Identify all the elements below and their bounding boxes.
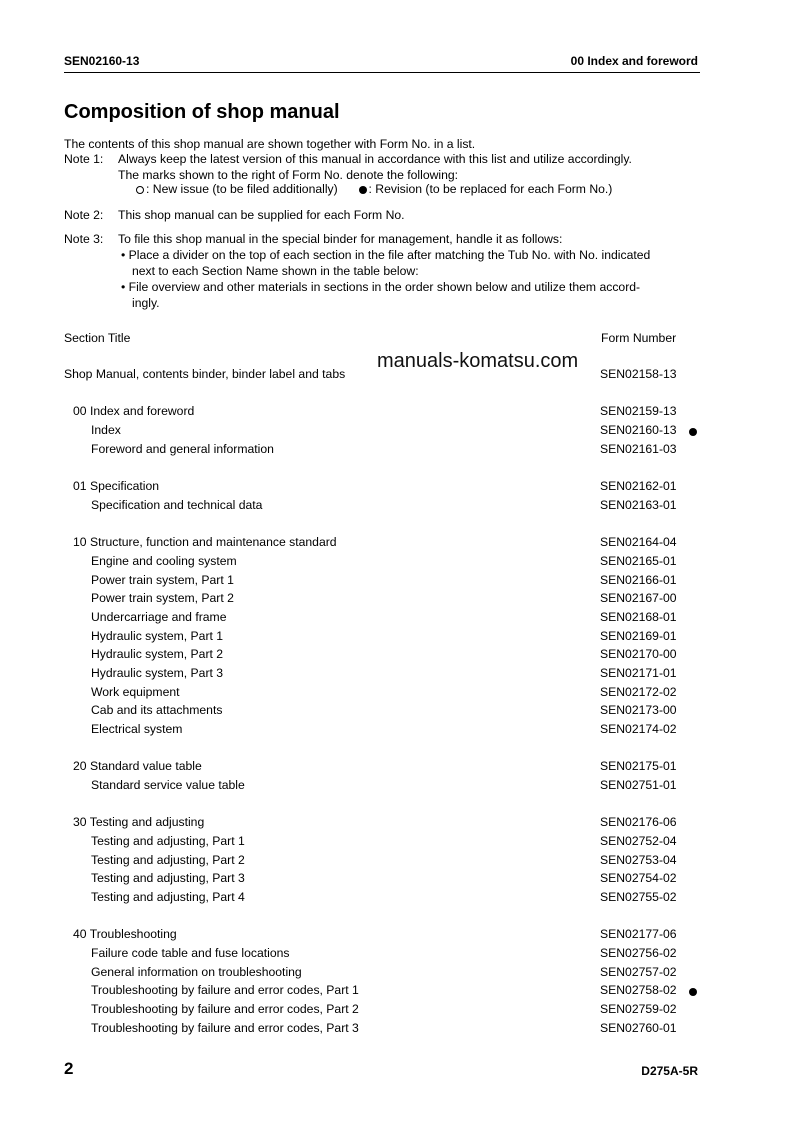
form-number: SEN02162-01 bbox=[600, 479, 677, 493]
section-title: Power train system, Part 2 bbox=[91, 591, 234, 605]
form-number: SEN02171-01 bbox=[600, 666, 677, 680]
header-rule bbox=[64, 72, 700, 73]
form-number: SEN02756-02 bbox=[600, 946, 677, 960]
section-title: Foreword and general information bbox=[91, 442, 274, 456]
section-title: Testing and adjusting, Part 4 bbox=[91, 890, 245, 904]
section-title: Troubleshooting by failure and error codes, Part 3 bbox=[91, 1021, 359, 1035]
table-row bbox=[0, 759, 794, 777]
page-title: Composition of shop manual bbox=[64, 101, 340, 123]
table-row bbox=[0, 815, 794, 833]
table-row bbox=[0, 610, 794, 628]
table-row bbox=[0, 778, 794, 796]
form-number: SEN02753-04 bbox=[600, 853, 677, 867]
table-row bbox=[0, 890, 794, 908]
form-number: SEN02160-13 bbox=[600, 423, 677, 437]
note2-label: Note 2: bbox=[64, 208, 104, 222]
table-row bbox=[0, 554, 794, 572]
form-number: SEN02760-01 bbox=[600, 1021, 677, 1035]
table-row bbox=[0, 404, 794, 422]
form-number: SEN02159-13 bbox=[600, 404, 677, 418]
section-title: Work equipment bbox=[91, 685, 180, 699]
table-row bbox=[0, 927, 794, 945]
new-issue-legend: : New issue (to be filed additionally) bbox=[146, 182, 338, 196]
table-row bbox=[0, 965, 794, 983]
table-row bbox=[0, 871, 794, 889]
section-title: 00 Index and foreword bbox=[73, 404, 195, 418]
table-row bbox=[0, 1002, 794, 1020]
section-title: Shop Manual, contents binder, binder label and tabs bbox=[64, 367, 346, 381]
form-number: SEN02759-02 bbox=[600, 1002, 677, 1016]
model-code: D275A-5R bbox=[641, 1064, 698, 1078]
form-number: SEN02755-02 bbox=[600, 890, 677, 904]
open-circle-icon bbox=[136, 186, 144, 194]
section-title: Index bbox=[91, 423, 121, 437]
table-row bbox=[0, 591, 794, 609]
table-row bbox=[0, 647, 794, 665]
form-number: SEN02751-01 bbox=[600, 778, 677, 792]
section-title: Standard service value table bbox=[91, 778, 245, 792]
filled-circle-icon bbox=[359, 186, 367, 194]
table-row bbox=[0, 1021, 794, 1039]
note2-text: This shop manual can be supplied for each Form No. bbox=[118, 208, 405, 222]
table-row bbox=[0, 498, 794, 516]
form-number: SEN02167-00 bbox=[600, 591, 677, 605]
section-title: Electrical system bbox=[91, 722, 183, 736]
section-title: 30 Testing and adjusting bbox=[73, 815, 205, 829]
table-row bbox=[0, 423, 794, 441]
section-title: Power train system, Part 1 bbox=[91, 573, 234, 587]
section-title: Failure code table and fuse locations bbox=[91, 946, 290, 960]
form-number: SEN02163-01 bbox=[600, 498, 677, 512]
table-row bbox=[0, 573, 794, 591]
section-title: 10 Structure, function and maintenance standard bbox=[73, 535, 337, 549]
section-title: General information on troubleshooting bbox=[91, 965, 302, 979]
form-number: SEN02752-04 bbox=[600, 834, 677, 848]
revision-mark-icon bbox=[689, 988, 697, 996]
table-row bbox=[0, 834, 794, 852]
form-number: SEN02173-00 bbox=[600, 703, 677, 717]
note3-bullet1-line1: • Place a divider on the top of each section in the file after matching the Tub No. with No. indicated bbox=[121, 248, 651, 262]
note3-bullet1-line2: next to each Section Name shown in the table below: bbox=[132, 264, 419, 278]
table-row bbox=[0, 629, 794, 647]
section-name: 00 Index and foreword bbox=[570, 54, 698, 68]
section-title: Hydraulic system, Part 1 bbox=[91, 629, 224, 643]
section-title: Testing and adjusting, Part 2 bbox=[91, 853, 245, 867]
form-number: SEN02175-01 bbox=[600, 759, 677, 773]
note3-bullet2-line1: • File overview and other materials in sections in the order shown below and utilize them accord- bbox=[121, 280, 641, 294]
form-number: SEN02172-02 bbox=[600, 685, 677, 699]
form-number: SEN02754-02 bbox=[600, 871, 677, 885]
form-number: SEN02177-06 bbox=[600, 927, 677, 941]
note3-bullet2-line2: ingly. bbox=[132, 296, 160, 310]
note1-line2: The marks shown to the right of Form No. denote the following: bbox=[118, 168, 459, 182]
table-row bbox=[0, 685, 794, 703]
section-title: Engine and cooling system bbox=[91, 554, 237, 568]
table-row bbox=[0, 666, 794, 684]
form-number: SEN02174-02 bbox=[600, 722, 677, 736]
section-title: Hydraulic system, Part 3 bbox=[91, 666, 224, 680]
table-row bbox=[0, 535, 794, 553]
doc-code: SEN02160-13 bbox=[64, 54, 140, 68]
intro-text: The contents of this shop manual are shown together with Form No. in a list. bbox=[64, 137, 476, 151]
note1-line1: Always keep the latest version of this manual in accordance with this list and utilize accordingly. bbox=[118, 152, 632, 166]
form-number: SEN02758-02 bbox=[600, 983, 677, 997]
watermark-text: manuals-komatsu.com bbox=[377, 350, 579, 372]
page-number: 2 bbox=[64, 1059, 74, 1078]
table-row bbox=[0, 703, 794, 721]
table-row bbox=[0, 722, 794, 740]
note3-text: To file this shop manual in the special binder for management, handle it as follows: bbox=[118, 232, 563, 246]
form-number: SEN02165-01 bbox=[600, 554, 677, 568]
note3-label: Note 3: bbox=[64, 232, 104, 246]
form-number: SEN02161-03 bbox=[600, 442, 677, 456]
form-number: SEN02164-04 bbox=[600, 535, 677, 549]
note1-label: Note 1: bbox=[64, 152, 104, 166]
table-row bbox=[0, 479, 794, 497]
form-number: SEN02176-06 bbox=[600, 815, 677, 829]
section-title: Troubleshooting by failure and error codes, Part 1 bbox=[91, 983, 359, 997]
mark-legend bbox=[136, 182, 612, 196]
table-row bbox=[0, 946, 794, 964]
table-row bbox=[0, 853, 794, 871]
section-title: Troubleshooting by failure and error codes, Part 2 bbox=[91, 1002, 359, 1016]
section-title: Specification and technical data bbox=[91, 498, 263, 512]
table-row bbox=[0, 983, 794, 1001]
section-title: Undercarriage and frame bbox=[91, 610, 227, 624]
section-title: Testing and adjusting, Part 3 bbox=[91, 871, 245, 885]
form-number: SEN02166-01 bbox=[600, 573, 677, 587]
section-title: 01 Specification bbox=[73, 479, 160, 493]
form-number: SEN02158-13 bbox=[600, 367, 677, 381]
column-header-section: Section Title bbox=[64, 331, 131, 345]
table-row bbox=[0, 442, 794, 460]
form-number: SEN02168-01 bbox=[600, 610, 677, 624]
section-title: Hydraulic system, Part 2 bbox=[91, 647, 224, 661]
section-title: 20 Standard value table bbox=[73, 759, 202, 773]
revision-legend: : Revision (to be replaced for each Form No.) bbox=[368, 182, 613, 196]
form-number: SEN02170-00 bbox=[600, 647, 677, 661]
revision-mark-icon bbox=[689, 428, 697, 436]
section-title: 40 Troubleshooting bbox=[73, 927, 177, 941]
section-title: Cab and its attachments bbox=[91, 703, 223, 717]
form-number: SEN02169-01 bbox=[600, 629, 677, 643]
column-header-form: Form Number bbox=[601, 331, 677, 345]
form-number: SEN02757-02 bbox=[600, 965, 677, 979]
section-title: Testing and adjusting, Part 1 bbox=[91, 834, 245, 848]
